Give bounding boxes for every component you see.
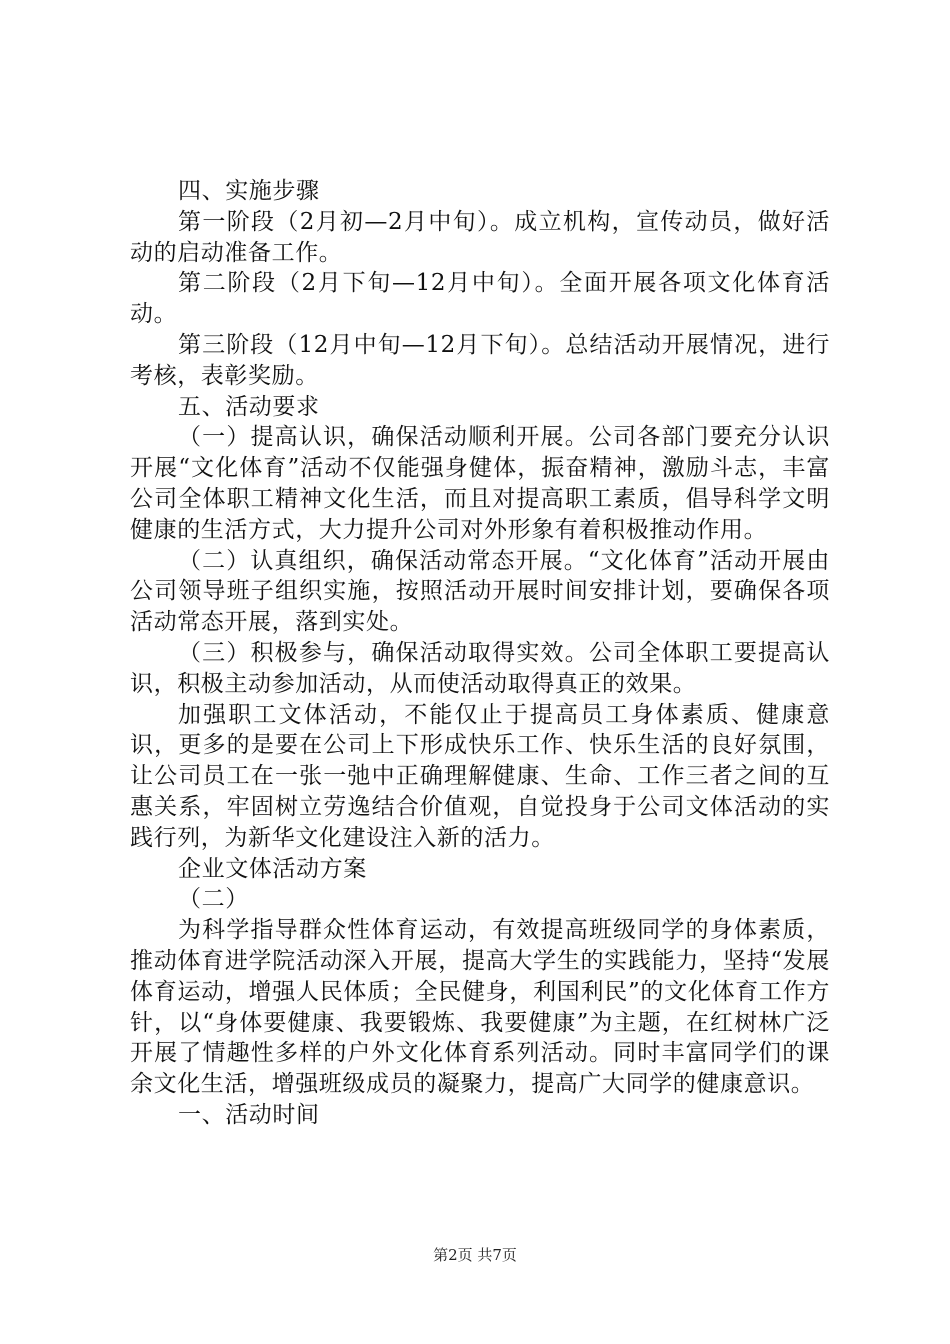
paragraph-introduction: 为科学指导群众性体育运动，有效提高班级同学的身体素质，推动体育进学院活动深入开展，提高大学生的实践能力，坚持“发展体育运动，增强人民体质；全民健身，利国利民”的文化体育工作方针，以“身体要健康、我要锻炼、我要健康”为主题，在红树林广泛开展了情趣性多样的户外文化体育系列活动。同时丰富同学们的课余文化生活，增强班级成员的凝聚力，提高广大同学的健康意识。 (130, 917, 830, 1098)
document-subtitle: 企业文体活动方案 (178, 855, 367, 882)
section-number-two: （二） (178, 886, 249, 913)
page-number-footer: 第2页 共7页 (433, 1246, 517, 1264)
paragraph-requirement-two: （二）认真组织，确保活动常态开展。“文化体育”活动开展由公司领导班子组织实施，按照活动开展时间安排计划，要确保各项活动常态开展，落到实处。 (130, 547, 830, 636)
paragraph-conclusion: 加强职工文体活动，不能仅止于提高员工身体素质、健康意识，更多的是要在公司上下形成快乐工作、快乐生活的良好氛围，让公司员工在一张一弛中正确理解健康、生命、工作三者之间的互惠关系，牢固树立劳逸结合价值观，自觉投身于公司文体活动的实践行列，为新华文化建设注入新的活力。 (130, 701, 830, 851)
paragraph-requirement-three: （三）积极参与，确保活动取得实效。公司全体职工要提高认识，积极主动参加活动，从而使活动取得真正的效果。 (130, 639, 830, 697)
section-heading-activity-requirements: 五、活动要求 (178, 393, 320, 420)
paragraph-phase-three: 第三阶段（12月中旬—12月下旬）。总结活动开展情况，进行考核，表彰奖励。 (130, 331, 830, 389)
document-body (130, 176, 830, 1131)
section-heading-implementation-steps: 四、实施步骤 (178, 178, 320, 204)
paragraph-requirement-one: （一）提高认识，确保活动顺利开展。公司各部门要充分认识开展“文化体育”活动不仅能强身健体，振奋精神，激励斗志，丰富公司全体职工精神文化生活，而且对提高职工素质，倡导科学文明健康的生活方式，大力提升公司对外形象有着积极推动作用。 (130, 424, 830, 543)
section-heading-activity-time: 一、活动时间 (178, 1101, 320, 1128)
paragraph-phase-one: 第一阶段（2月初—2月中旬）。成立机构，宣传动员，做好活动的启动准备工作。 (130, 208, 830, 266)
paragraph-phase-two: 第二阶段（2月下旬—12月中旬）。全面开展各项文化体育活动。 (130, 270, 830, 328)
